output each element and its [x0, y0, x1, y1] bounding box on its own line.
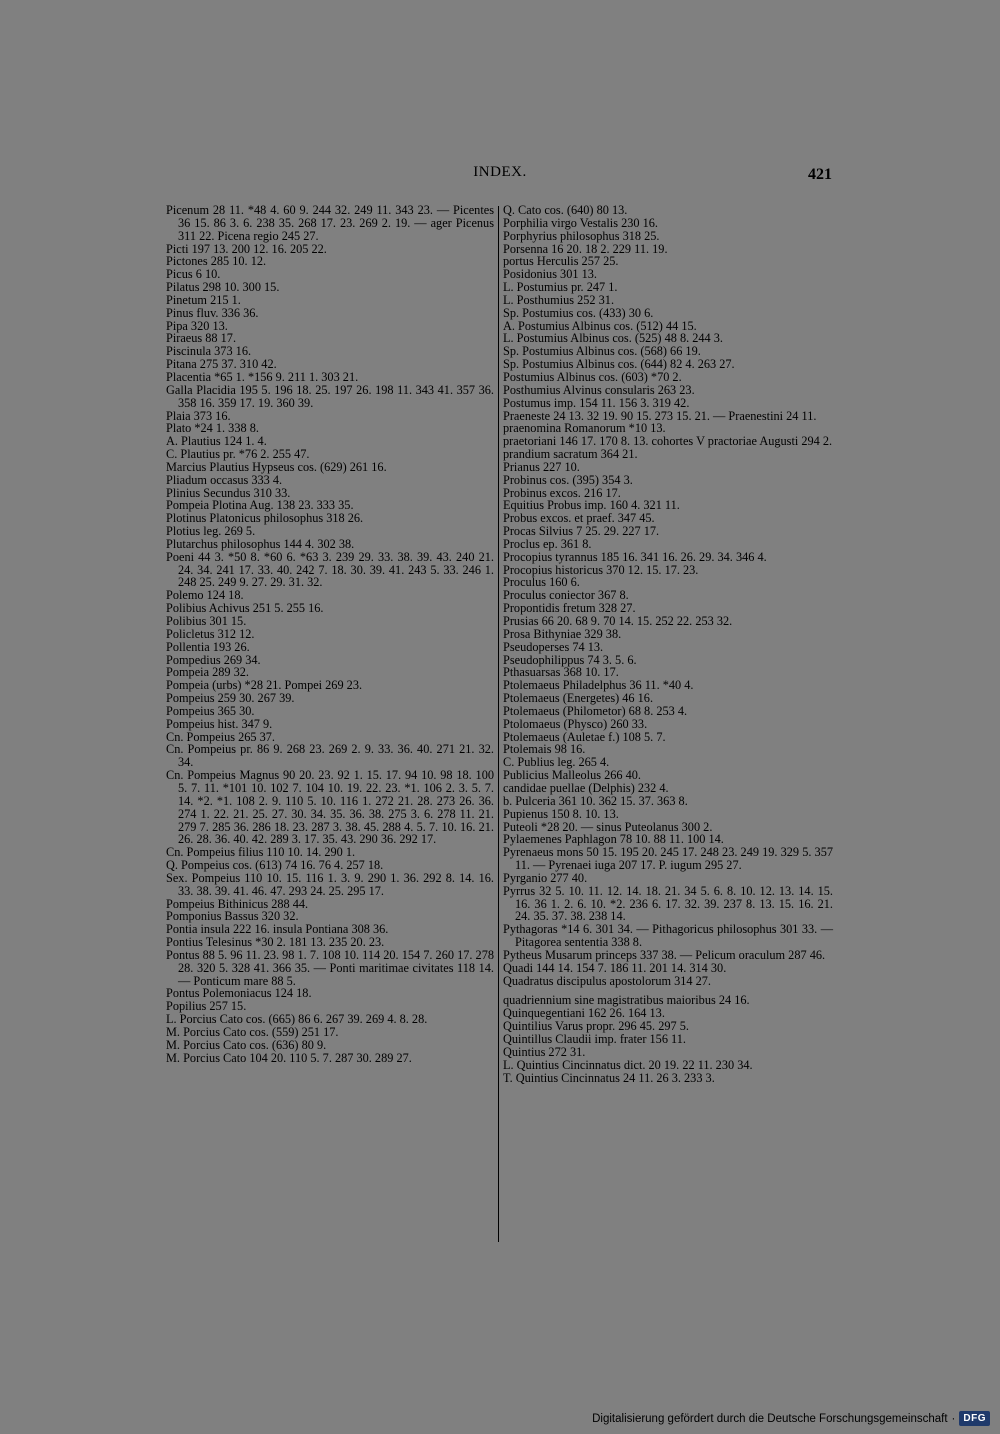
index-entry: Sp. Postumius Albinus cos. (568) 66 19.	[503, 344, 701, 359]
index-entry: Ptolemais 98 16.	[503, 742, 586, 757]
index-entry: Popilius 257 15.	[166, 999, 247, 1014]
dfg-logo[interactable]: DFG	[959, 1411, 990, 1426]
index-entry: Pontus Polemoniacus 124 18.	[166, 986, 312, 1001]
index-entry: M. Porcius Cato cos. (559) 251 17.	[166, 1025, 339, 1039]
index-entry: Proculus 160 6.	[503, 575, 580, 590]
index-entry: Pinus fluv. 336 36.	[166, 305, 259, 320]
index-entry: Placentia *65 1. *156 9. 211 1. 303 21.	[166, 369, 359, 384]
index-entry: A. Plautius 124 1. 4.	[166, 434, 267, 449]
index-entry: quadriennium sine magistratibus maioribus 24 16.	[503, 993, 750, 1008]
index-entry: Marcius Plautius Hypseus cos. (629) 261 16.	[166, 459, 387, 474]
index-entry: candidae puellae (Delphis) 232 4.	[503, 780, 669, 795]
column-divider	[498, 206, 499, 1242]
index-entry: Ptolemaeus Philadelphus 36 11. *40 4.	[503, 678, 694, 693]
index-entry: Pipa 320 13.	[166, 318, 228, 333]
index-entry: Plotius leg. 269 5.	[166, 524, 256, 539]
index-entry: Pompeius 365 30.	[166, 703, 255, 718]
index-entry: Piscinula 373 16.	[166, 344, 252, 359]
index-entry: Pilatus 298 10. 300 15.	[166, 280, 280, 295]
index-entry: Pseudophilippus 74 3. 5. 6.	[503, 652, 637, 667]
index-entry: Pompeia 289 32.	[166, 665, 249, 680]
index-entry: Pontus 88 5. 96 11. 23. 98 1. 7. 108 10. 114 20. 154 7. 260 17. 278 28. 320 5. 328 41. 366 35. — Ponti maritimae civitates 118 14. — Ponticum mare 88 5.	[166, 947, 494, 988]
index-entry: Galla Placidia 195 5. 196 18. 25. 197 26. 198 11. 343 41. 357 36. 358 16. 359 17. 19. 360 39.	[166, 382, 494, 410]
index-entry: Pictones 285 10. 12.	[166, 254, 267, 269]
index-entry: Pinetum 215 1.	[166, 292, 241, 307]
index-entry: Plaia 373 16.	[166, 408, 231, 423]
index-entry: Porsenna 16 20. 18 2. 229 11. 19.	[503, 241, 668, 256]
index-entry: Pupienus 150 8. 10. 13.	[503, 806, 619, 821]
index-entry: Probus excos. et praef. 347 45.	[503, 511, 655, 526]
index-entry: Postumius Albinus cos. (603) *70 2.	[503, 369, 682, 384]
index-entry: Q. Pompeius cos. (613) 74 16. 76 4. 257 18.	[166, 858, 384, 873]
index-entry: Pontia insula 222 16. insula Pontiana 308 36.	[166, 922, 389, 937]
index-entry: Quinquegentiani 162 26. 164 13.	[503, 1006, 665, 1021]
index-entry: Pontius Telesinus *30 2. 181 13. 235 20. 23.	[166, 935, 385, 950]
index-entry: C. Publius leg. 265 4.	[503, 755, 610, 770]
index-entry: Quintius 272 31.	[503, 1044, 586, 1059]
index-entry: praetoriani 146 17. 170 8. 13. cohortes V practoriae Augusti 294 2.	[503, 434, 833, 449]
index-entry: Policletus 312 12.	[166, 626, 255, 641]
index-entry: Ptolemaeus (Energetes) 46 16.	[503, 691, 654, 706]
index-entry: prandium sacratum 364 21.	[503, 447, 638, 462]
index-column-right	[503, 204, 833, 1084]
index-entry: Procopius tyrannus 185 16. 341 16. 26. 29. 34. 346 4.	[503, 549, 767, 564]
index-entry: Cn. Pompeius filius 110 10. 14. 290 1.	[166, 845, 356, 860]
index-entry: Polemo 124 18.	[166, 588, 244, 603]
index-entry: Pomponius Bassus 320 32.	[166, 909, 299, 924]
index-entry: Quadratus discipulus apostolorum 314 27.	[503, 973, 712, 988]
index-entry: Pythagoras *14 6. 301 34. — Pithagoricus philosophus 301 33. — Pitagorea sententia 338 8.	[503, 922, 833, 950]
index-entry: Pytheus Musarum princeps 337 38. — Pelicum oraculum 287 46.	[503, 947, 826, 962]
index-entry: Pyrganio 277 40.	[503, 870, 588, 885]
index-entry: Sex. Pompeius 110 10. 15. 116 1. 3. 9. 290 1. 36. 292 8. 14. 16. 33. 38. 39. 41. 46. 47. 293 24. 25. 295 17.	[166, 870, 494, 898]
index-entry: Prosa Bithyniae 329 38.	[503, 626, 622, 641]
index-entry: Pollentia 193 26.	[166, 639, 250, 654]
index-entry: praenomina Romanorum *10 13.	[503, 421, 666, 436]
index-entry: Pompeius Bithinicus 288 44.	[166, 896, 309, 911]
index-entry: Sp. Postumius Albinus cos. (644) 82 4. 263 27.	[503, 357, 735, 372]
index-entry: Cn. Pompeius 265 37.	[166, 729, 275, 744]
index-entry: Picenum 28 11. *48 4. 60 9. 244 32. 249 11. 343 23. — Picentes 36 15. 86 3. 6. 238 35. 268 17. 23. 269 2. 19. — ager Picenus 311 22. Picena regio 245 27.	[166, 203, 494, 243]
index-entry: Posthumius Alvinus consularis 263 23.	[503, 382, 695, 397]
index-entry: Pylaemenes Paphlagon 78 10. 88 11. 100 14.	[503, 832, 724, 847]
index-entry: Porphyrius philosophus 318 25.	[503, 228, 660, 243]
index-entry: Pitana 275 37. 310 42.	[166, 357, 277, 372]
index-entry: Pliadum occasus 333 4.	[166, 472, 283, 487]
index-entry: Poeni 44 3. *50 8. *60 6. *63 3. 239 29. 33. 38. 39. 43. 240 21. 24. 34. 241 17. 33. 40. 242 7. 18. 30. 39. 41. 243 5. 33. 246 1. 248 25. 249 9. 27. 29. 31. 32.	[166, 549, 494, 590]
index-entry: Pseudoperses 74 13.	[503, 639, 604, 654]
index-entry: Polibius Achivus 251 5. 255 16.	[166, 601, 324, 616]
index-entry: Plinius Secundus 310 33.	[166, 485, 291, 500]
page-number: 421	[808, 166, 832, 183]
index-entry: M. Porcius Cato 104 20. 110 5. 7. 287 30. 289 27.	[166, 1050, 412, 1065]
index-entry: Posidonius 301 13.	[503, 267, 597, 282]
index-entry: Q. Cato cos. (640) 80 13.	[503, 203, 628, 217]
index-entry: Pompeia (urbs) *28 21. Pompei 269 23.	[166, 678, 363, 693]
index-entry: Praeneste 24 13. 32 19. 90 15. 273 15. 21. — Praenestini 24 11.	[503, 408, 817, 423]
page-title: INDEX.	[473, 164, 527, 180]
index-entry: Quintilius Varus propr. 296 45. 297 5.	[503, 1019, 689, 1034]
index-entry: L. Porcius Cato cos. (665) 86 6. 267 39. 269 4. 8. 28.	[166, 1012, 428, 1027]
index-entry: Pompedius 269 34.	[166, 652, 261, 667]
index-entry: Proculus coniector 367 8.	[503, 588, 629, 603]
index-entry: Pyrrus 32 5. 10. 11. 12. 14. 18. 21. 34 5. 6. 8. 10. 12. 13. 14. 15. 16. 36 1. 2. 6. 10. *2. 236 6. 17. 32. 39. 237 8. 13. 15. 16. 21. 24. 35. 37. 38. 238 14.	[503, 883, 833, 924]
index-entry: Cn. Pompeius Magnus 90 20. 23. 92 1. 15. 17. 94 10. 98 18. 100 5. 7. 11. *101 10. 102 7. 104 10. 19. 22. 23. *1. 106 2. 3. 5. 7. 14. *2. *1. 108 2. 9. 110 5. 10. 116 1. 272 21. 28. 273 26. 36. 274 1. 22. 21. 25. 27. 30. 34. 35. 36. 38. 275 3. 6. 278 11. 21. 279 7. 285 36. 286 18. 23. 287 3. 38. 45. 288 4. 5. 7. 10. 16. 21. 26. 28. 36. 40. 42. 289 3. 17. 35. 43. 290 36. 292 17.	[166, 768, 494, 847]
index-entry: Publicius Malleolus 266 40.	[503, 768, 641, 783]
index-entry: Quadi 144 14. 154 7. 186 11. 201 14. 314 30.	[503, 960, 727, 975]
index-entry: Pompeia Plotina Aug. 138 23. 333 35.	[166, 498, 354, 513]
index-entry: Pthasuarsas 368 10. 17.	[503, 665, 619, 680]
index-entry: Cn. Pompeius pr. 86 9. 268 23. 269 2. 9. 33. 36. 40. 271 21. 32. 34.	[166, 742, 494, 770]
index-entry: Sp. Postumius cos. (433) 30 6.	[503, 305, 654, 320]
index-column-left	[166, 204, 494, 1065]
index-entry: L. Postumius pr. 247 1.	[503, 280, 618, 295]
index-entry: Ptolemaeus (Auletae f.) 108 5. 7.	[503, 729, 666, 744]
index-entry: Quintillus Claudii imp. frater 156 11.	[503, 1032, 686, 1046]
index-entry: Plotinus Platonicus philosophus 318 26.	[166, 511, 364, 526]
index-entry: Picti 197 13. 200 12. 16. 205 22.	[166, 241, 327, 256]
index-entry: Prusias 66 20. 68 9. 70 14. 15. 252 22. 253 32.	[503, 614, 733, 628]
index-entry: Probinus cos. (395) 354 3.	[503, 472, 633, 487]
index-entry: C. Plautius pr. *76 2. 255 47.	[166, 447, 310, 462]
footer: Digitalisierung gefördert durch die Deutsche Forschungsgemeinschaft · DFG	[592, 1411, 990, 1426]
index-entry: Equitius Probus imp. 160 4. 321 11.	[503, 498, 680, 513]
index-entry: Pyrenaeus mons 50 15. 195 20. 245 17. 248 23. 249 19. 329 5. 357 11. — Pyrenaei iuga 207 17. P. iugum 295 27.	[503, 845, 833, 873]
index-entry: Procas Silvius 7 25. 29. 227 17.	[503, 524, 660, 539]
index-entry: Plutarchus philosophus 144 4. 302 38.	[166, 536, 355, 551]
index-entry: Piraeus 88 17.	[166, 331, 237, 346]
index-entry: Ptolomaeus (Physco) 260 33.	[503, 716, 648, 731]
index-entry: Probinus excos. 216 17.	[503, 485, 621, 500]
index-entry: Prianus 227 10.	[503, 459, 580, 474]
index-entry: Porphilia virgo Vestalis 230 16.	[503, 215, 658, 230]
index-entry: L. Posthumius 252 31.	[503, 292, 615, 307]
footer-credit: Digitalisierung gefördert durch die Deutsche Forschungsgemeinschaft	[592, 1412, 948, 1425]
index-entry: Picus 6 10.	[166, 267, 221, 282]
index-entry: Pompeius 259 30. 267 39.	[166, 691, 295, 706]
index-entry: Polibius 301 15.	[166, 614, 247, 628]
index-entry: portus Herculis 257 25.	[503, 254, 619, 269]
index-entry: Propontidis fretum 328 27.	[503, 601, 636, 616]
index-entry: b. Pulceria 361 10. 362 15. 37. 363 8.	[503, 793, 688, 808]
index-entry: Postumus imp. 154 11. 156 3. 319 42.	[503, 395, 690, 410]
index-entry: L. Postumius Albinus cos. (525) 48 8. 244 3.	[503, 331, 723, 346]
index-entry: L. Quintius Cincinnatus dict. 20 19. 22 11. 230 34.	[503, 1057, 753, 1072]
index-entry: Proclus ep. 361 8.	[503, 536, 592, 551]
index-entry: Pompeius hist. 347 9.	[166, 716, 273, 731]
index-entry: M. Porcius Cato cos. (636) 80 9.	[166, 1037, 327, 1052]
index-entry: Puteoli *28 20. — sinus Puteolanus 300 2.	[503, 819, 713, 834]
index-entry: Plato *24 1. 338 8.	[166, 421, 259, 436]
index-entry: T. Quintius Cincinnatus 24 11. 26 3. 233 3.	[503, 1070, 715, 1085]
index-entry: Ptolemaeus (Philometor) 68 8. 253 4.	[503, 703, 688, 718]
index-entry: A. Postumius Albinus cos. (512) 44 15.	[503, 318, 697, 333]
index-entry: Procopius historicus 370 12. 15. 17. 23.	[503, 562, 699, 577]
